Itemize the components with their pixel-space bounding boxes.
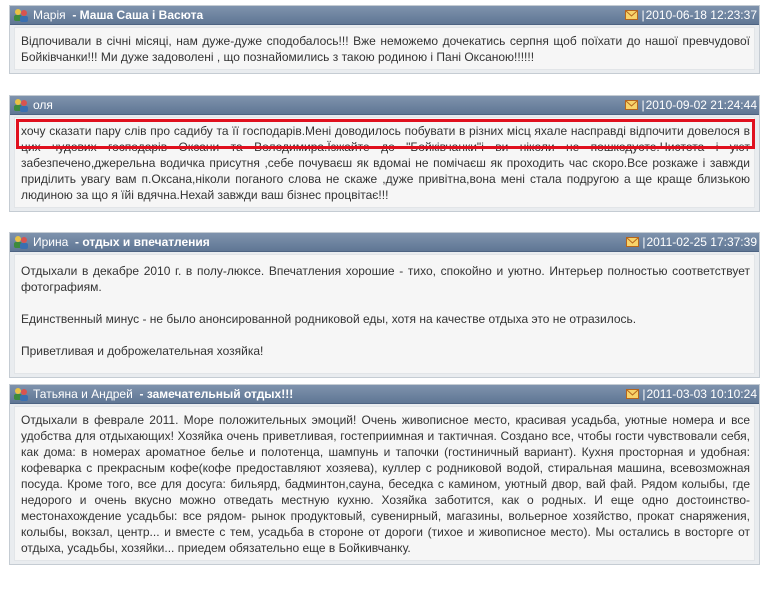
users-icon [13,8,29,22]
guestbook-entry [9,95,760,212]
entry-author: Татьяна и Андрей - замечательный отдых!!! [33,387,294,401]
entry-date: 2010-09-02 21:24:44 [645,98,757,112]
mail-icon[interactable] [626,389,639,399]
entry-text: Отдыхали в декабре 2010 г. в полу-люксе. Впечатления хорошие - тихо, спокойно и уютно. Интерьер полностью соответствует фотографиям. Единственный минус - не было анонсированной родниковой еды, хотя на качестве отдыха это не отразилось. Приветливая и доброжелательная хозяйка! [14,254,755,374]
entry-header: Татьяна и Андрей - замечательный отдых!!! |2011-03-03 10:10:24 [10,385,759,404]
entry-text: хочу сказати пару слів про садибу та її господарів.Мені доводилось побувати в різних місц яхале насправді відпочити довелося в цих чудових господарів Оксани та Володимира.Їзжайте до "Бойківчанки"і ви ніколи не пошкодуєте.Чистота і уют забезпечено,джерельна водичка присутня ,себе почуваєш як вдомаі не помічаєш як проходить час скоро.Все розкаже і завжди приділить увагу вам п.Оксана,ніколи поганого слова не скаже ,дуже привітна,вона мені стала подругою а ще краще близькою людиною за що я їйі вдячна.Нехай завжди ваш бізнес процвітає!!! [14,117,755,208]
entry-author: Ирина - отдых и впечатления [33,235,210,249]
entry-header: Марія - Маша Саша і Васюта |2010-06-18 12:23:37 [10,6,759,25]
guestbook-entry [9,232,760,378]
entry-author: оля [33,98,53,112]
mail-icon[interactable] [626,237,639,247]
users-icon [13,235,29,249]
entry-author: Марія - Маша Саша і Васюта [33,8,204,22]
users-icon [13,387,29,401]
entry-text: Отдыхали в феврале 2011. Море положительных эмоций! Очень живописное место, красивая усадьба, уютные номера и все удобства для отдыхающих! Хозяйка очень приветливая, гостеприимная и тактичная. Создано все, чтобы гости чувствовали себя, как дома: в номерах ароматное белье и полотенца, шампунь и тапочки (гостиничный вариант). Кухня просторная и удобная: кофеварка с прекрасным кофе(кофе предоставляют хозяева), куллер с родниковой водой, стиральная машина, всевозможная посуда. Кроме того, все для досуга: бильярд, бадминтон,сауна, беседка с камином, уютный двор, вай фай. Рядом колыбы, где недорого и очень вкусно можно отведать местную кухню. Хозяйка заботится, как о родных. И еще одно достоинство- местонахождение усадьбы: все рядом- рынок продуктовый, сувенирный, магазины, вольерное хозяйство, прокат снаряжения, колыбы, вокзал, центр... и вместе с тем, усадьба в стороне от дороги (тихое и живописное место). Мы остались в восторге от отдыха, усадьбы, хозяйки... приедем обязательно еще в Бойкивчанку. [14,406,755,561]
users-icon [13,98,29,112]
entry-date: 2011-03-03 10:10:24 [646,387,757,401]
entry-text: Відпочивали в січні місяці, нам дуже-дуже сподобалось!!! Вже неможемо дочекатись серпня щоб поїхати до нашої превчудової Бойківчанки!!! Ми дуже задоволені , що познайомились з такою родиною і Пані Оксаною!!!!!! [14,27,755,70]
entry-header: оля |2010-09-02 21:24:44 [10,96,759,115]
entry-date: 2011-02-25 17:37:39 [646,235,757,249]
mail-icon[interactable] [625,100,638,110]
entry-date: 2010-06-18 12:23:37 [645,8,757,22]
guestbook-entry [9,384,760,565]
guestbook-entry [9,5,760,74]
mail-icon[interactable] [625,10,638,20]
entry-header: Ирина - отдых и впечатления |2011-02-25 17:37:39 [10,233,759,252]
